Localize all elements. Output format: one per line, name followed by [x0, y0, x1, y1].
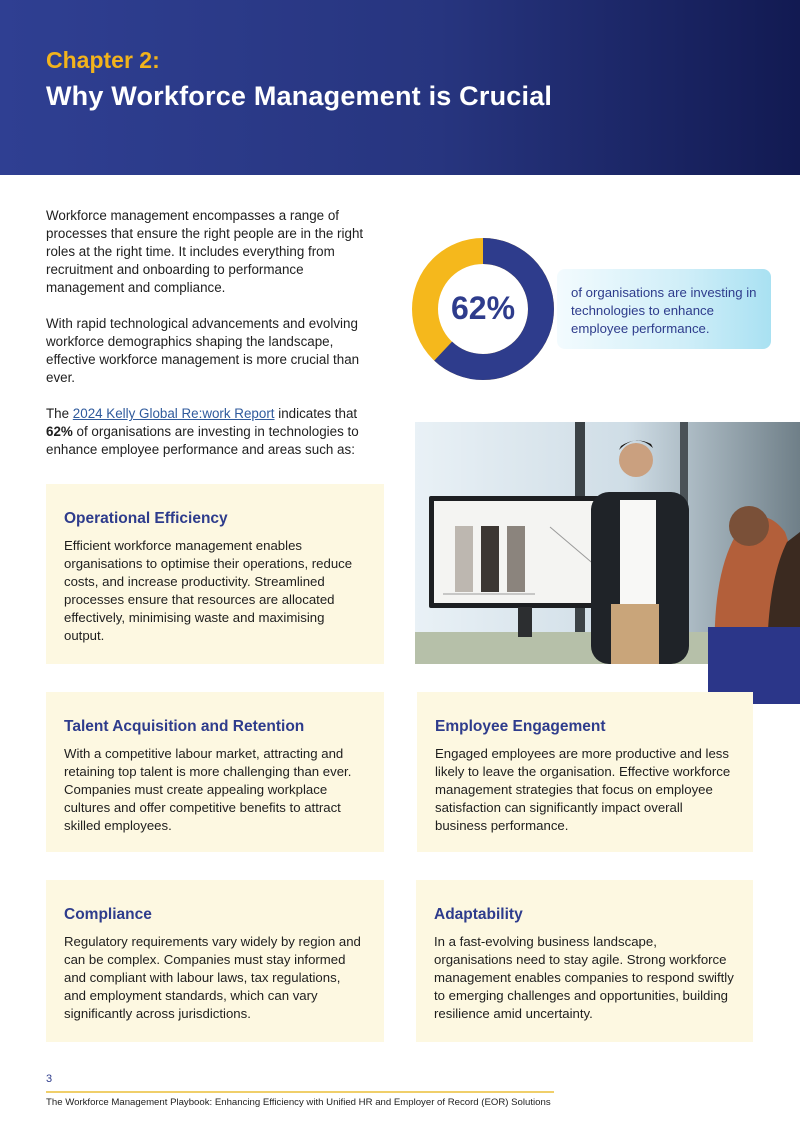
kelly-report-link[interactable]: 2024 Kelly Global Re:work Report — [72, 406, 275, 421]
card-title: Adaptability — [434, 906, 523, 923]
card-talent-acquisition — [46, 692, 384, 852]
footer-divider — [46, 1091, 554, 1093]
card-employee-engagement — [417, 692, 753, 852]
stat-percentage: 62% — [450, 290, 516, 326]
card-body: With a competitive labour market, attracting and retaining top talent is more challenging than ever. Companies must create appealing workplace cultures and offer competitive benefits to attract skilled employees. — [64, 746, 352, 833]
footer-text: The Workforce Management Playbook: Enhancing Efficiency with Unified HR and Employer of Record (EOR) Solutions — [46, 1097, 551, 1108]
page-number: 3 — [46, 1073, 53, 1085]
card-title: Operational Efficiency — [64, 510, 228, 527]
card-compliance — [46, 880, 384, 1042]
stat-description: of organisations are investing in technologies to enhance employee performance. — [571, 285, 757, 336]
card-title: Compliance — [64, 906, 152, 923]
page-title: Why Workforce Management is Crucial — [46, 81, 553, 111]
intro-text — [46, 207, 376, 477]
intro-paragraph-1: Workforce management encompasses a range of processes that ensure the right people are in the right roles at the right time. It includes everything from recruitment and onboarding to performance management and compliance. — [46, 208, 364, 295]
card-adaptability — [416, 880, 753, 1042]
card-body: Efficient workforce management enables organisations to optimise their operations, reduce costs, and increase productivity. Streamlined processes ensure that resources are allocated effectively, minimising waste and maximising output. — [64, 538, 353, 643]
card-body: In a fast-evolving business landscape, organisations need to stay agile. Strong workforce management enables companies to respond swiftly to emerging challenges and opportunities, building resilience amid uncertainty. — [434, 934, 734, 1021]
chapter-header-banner — [0, 0, 800, 175]
card-body: Regulatory requirements vary widely by region and can be complex. Companies must stay informed and compliant with labour laws, tax regulations, and employment standards, which can vary significantly across jurisdictions. — [64, 934, 361, 1021]
intro-paragraph-2: With rapid technological advancements and evolving workforce demographics shaping the landscape, effective workforce management is more crucial than ever. — [46, 316, 360, 385]
intro-paragraph-3 — [46, 405, 376, 459]
card-title: Employee Engagement — [435, 718, 606, 735]
stat-callout — [557, 269, 771, 349]
card-operational-efficiency — [46, 484, 384, 664]
intro-text-fragment: indicates that — [274, 406, 358, 421]
card-body: Engaged employees are more productive and less likely to leave the organisation. Effective workforce management strategies that focus on employee satisfaction can significantly impact overall business performance. — [435, 746, 731, 833]
intro-text-fragment: The — [46, 406, 73, 421]
intro-stat-bold: 62% — [46, 424, 73, 439]
intro-text-fragment: of organisations are investing in technologies to enhance employee performance and areas such as: — [46, 424, 359, 457]
card-title: Talent Acquisition and Retention — [64, 718, 305, 735]
chapter-label: Chapter 2: — [46, 47, 160, 73]
